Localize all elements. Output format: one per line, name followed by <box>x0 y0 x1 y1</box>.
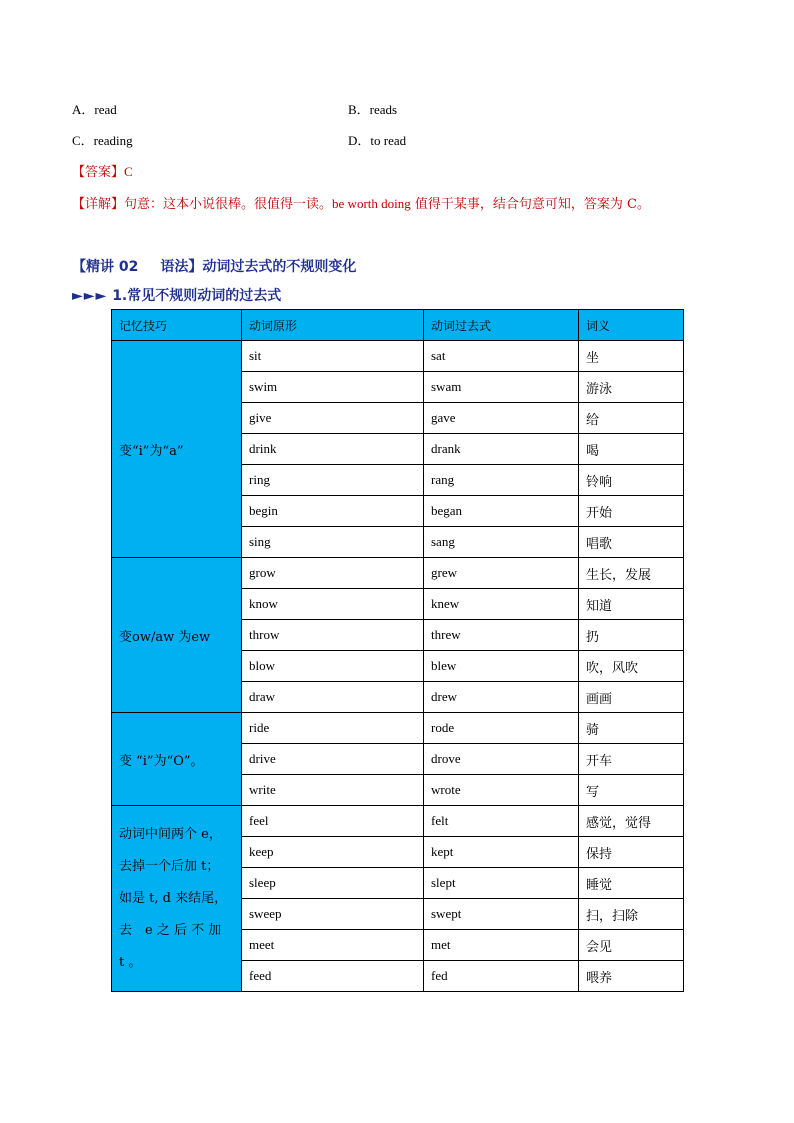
meaning-cell: 生长，发展 <box>579 558 684 589</box>
past-form-cell: threw <box>424 620 579 651</box>
past-form-cell: met <box>424 930 579 961</box>
detail-line <box>72 196 650 213</box>
base-form-cell: swim <box>242 372 424 403</box>
section-subtitle-text: 1.常见不规则动词的过去式 <box>112 288 282 304</box>
base-form-cell: know <box>242 589 424 620</box>
detail-text-2: 值得干某事，结合句意可知，答案为 C。 <box>410 197 650 212</box>
base-form-cell: drink <box>242 434 424 465</box>
section-title-part2: 语法】动词过去式的不规则变化 <box>160 259 357 275</box>
option-d: D．to read <box>348 133 407 148</box>
past-form-cell: swam <box>424 372 579 403</box>
past-form-cell: grew <box>424 558 579 589</box>
base-form-cell: throw <box>242 620 424 651</box>
base-form-cell: ride <box>242 713 424 744</box>
meaning-cell: 保持 <box>579 837 684 868</box>
meaning-cell: 知道 <box>579 589 684 620</box>
memory-tip-cell: 变“i”为“a” <box>112 341 242 558</box>
base-form-cell: feed <box>242 961 424 992</box>
answer-line <box>72 164 133 181</box>
past-form-cell: drank <box>424 434 579 465</box>
detail-label: 【详解】 <box>72 197 125 212</box>
base-form-cell: meet <box>242 930 424 961</box>
header-memory-tip: 记忆技巧 <box>112 310 242 341</box>
option-a: A．read <box>72 102 117 117</box>
meaning-cell: 写 <box>579 775 684 806</box>
base-form-cell: sweep <box>242 899 424 930</box>
past-form-cell: blew <box>424 651 579 682</box>
past-form-cell: wrote <box>424 775 579 806</box>
section-title <box>72 256 356 276</box>
past-form-cell: rang <box>424 465 579 496</box>
base-form-cell: draw <box>242 682 424 713</box>
base-form-cell: begin <box>242 496 424 527</box>
option-b: B．reads <box>348 102 398 117</box>
memory-tip-line: 动词中间两个 e， <box>119 826 222 842</box>
past-form-cell: began <box>424 496 579 527</box>
meaning-cell: 扫，扫除 <box>579 899 684 930</box>
meaning-cell: 扔 <box>579 620 684 651</box>
option-c: C．reading <box>72 133 133 148</box>
meaning-cell: 感觉，觉得 <box>579 806 684 837</box>
answer-label: 【答案】 <box>72 165 125 180</box>
past-form-cell: fed <box>424 961 579 992</box>
meaning-cell: 吹，风吹 <box>579 651 684 682</box>
meaning-cell: 画画 <box>579 682 684 713</box>
memory-tip-line: 如是 t, d 来结尾， <box>119 890 228 906</box>
header-base-form: 动词原形 <box>242 310 424 341</box>
table-row <box>112 558 684 589</box>
base-form-cell: ring <box>242 465 424 496</box>
answer-value: C <box>124 164 133 179</box>
memory-tip-cell: 变ow/aw 为ew <box>112 558 242 713</box>
section-title-part1: 【精讲 02 <box>72 259 139 275</box>
memory-tip-line: 去 e 之 后 不 加 <box>119 922 222 938</box>
meaning-cell: 睡觉 <box>579 868 684 899</box>
past-form-cell: kept <box>424 837 579 868</box>
header-meaning: 词义 <box>579 310 684 341</box>
header-past-form: 动词过去式 <box>424 310 579 341</box>
past-form-cell: swept <box>424 899 579 930</box>
base-form-cell: keep <box>242 837 424 868</box>
memory-tip-cell: 变 “i”为“O”。 <box>112 713 242 806</box>
base-form-cell: give <box>242 403 424 434</box>
table-row <box>112 713 684 744</box>
table-header-row <box>112 310 684 341</box>
past-form-cell: rode <box>424 713 579 744</box>
section-subtitle <box>72 285 281 305</box>
base-form-cell: drive <box>242 744 424 775</box>
table-row <box>112 341 684 372</box>
base-form-cell: sing <box>242 527 424 558</box>
past-form-cell: knew <box>424 589 579 620</box>
past-form-cell: felt <box>424 806 579 837</box>
meaning-cell: 铃响 <box>579 465 684 496</box>
meaning-cell: 游泳 <box>579 372 684 403</box>
meaning-cell: 坐 <box>579 341 684 372</box>
meaning-cell: 开车 <box>579 744 684 775</box>
triple-arrow-icon: ►►► <box>72 288 108 304</box>
irregular-verbs-table <box>111 309 684 992</box>
base-form-cell: grow <box>242 558 424 589</box>
past-form-cell: drew <box>424 682 579 713</box>
memory-tip-cell <box>112 806 242 992</box>
past-form-cell: gave <box>424 403 579 434</box>
meaning-cell: 唱歌 <box>579 527 684 558</box>
past-form-cell: sat <box>424 341 579 372</box>
table-row <box>112 806 684 837</box>
meaning-cell: 骑 <box>579 713 684 744</box>
meaning-cell: 会见 <box>579 930 684 961</box>
detail-text-1: 句意：这本小说很棒。很值得一读。 <box>124 197 333 212</box>
detail-phrase: be worth doing <box>332 196 411 211</box>
past-form-cell: sang <box>424 527 579 558</box>
memory-tip-line: 去掉一个后加 t； <box>119 858 220 874</box>
past-form-cell: slept <box>424 868 579 899</box>
meaning-cell: 开始 <box>579 496 684 527</box>
past-form-cell: drove <box>424 744 579 775</box>
base-form-cell: feel <box>242 806 424 837</box>
meaning-cell: 给 <box>579 403 684 434</box>
meaning-cell: 喝 <box>579 434 684 465</box>
meaning-cell: 喂养 <box>579 961 684 992</box>
base-form-cell: blow <box>242 651 424 682</box>
base-form-cell: write <box>242 775 424 806</box>
base-form-cell: sleep <box>242 868 424 899</box>
memory-tip-line: t 。 <box>119 954 142 970</box>
base-form-cell: sit <box>242 341 424 372</box>
